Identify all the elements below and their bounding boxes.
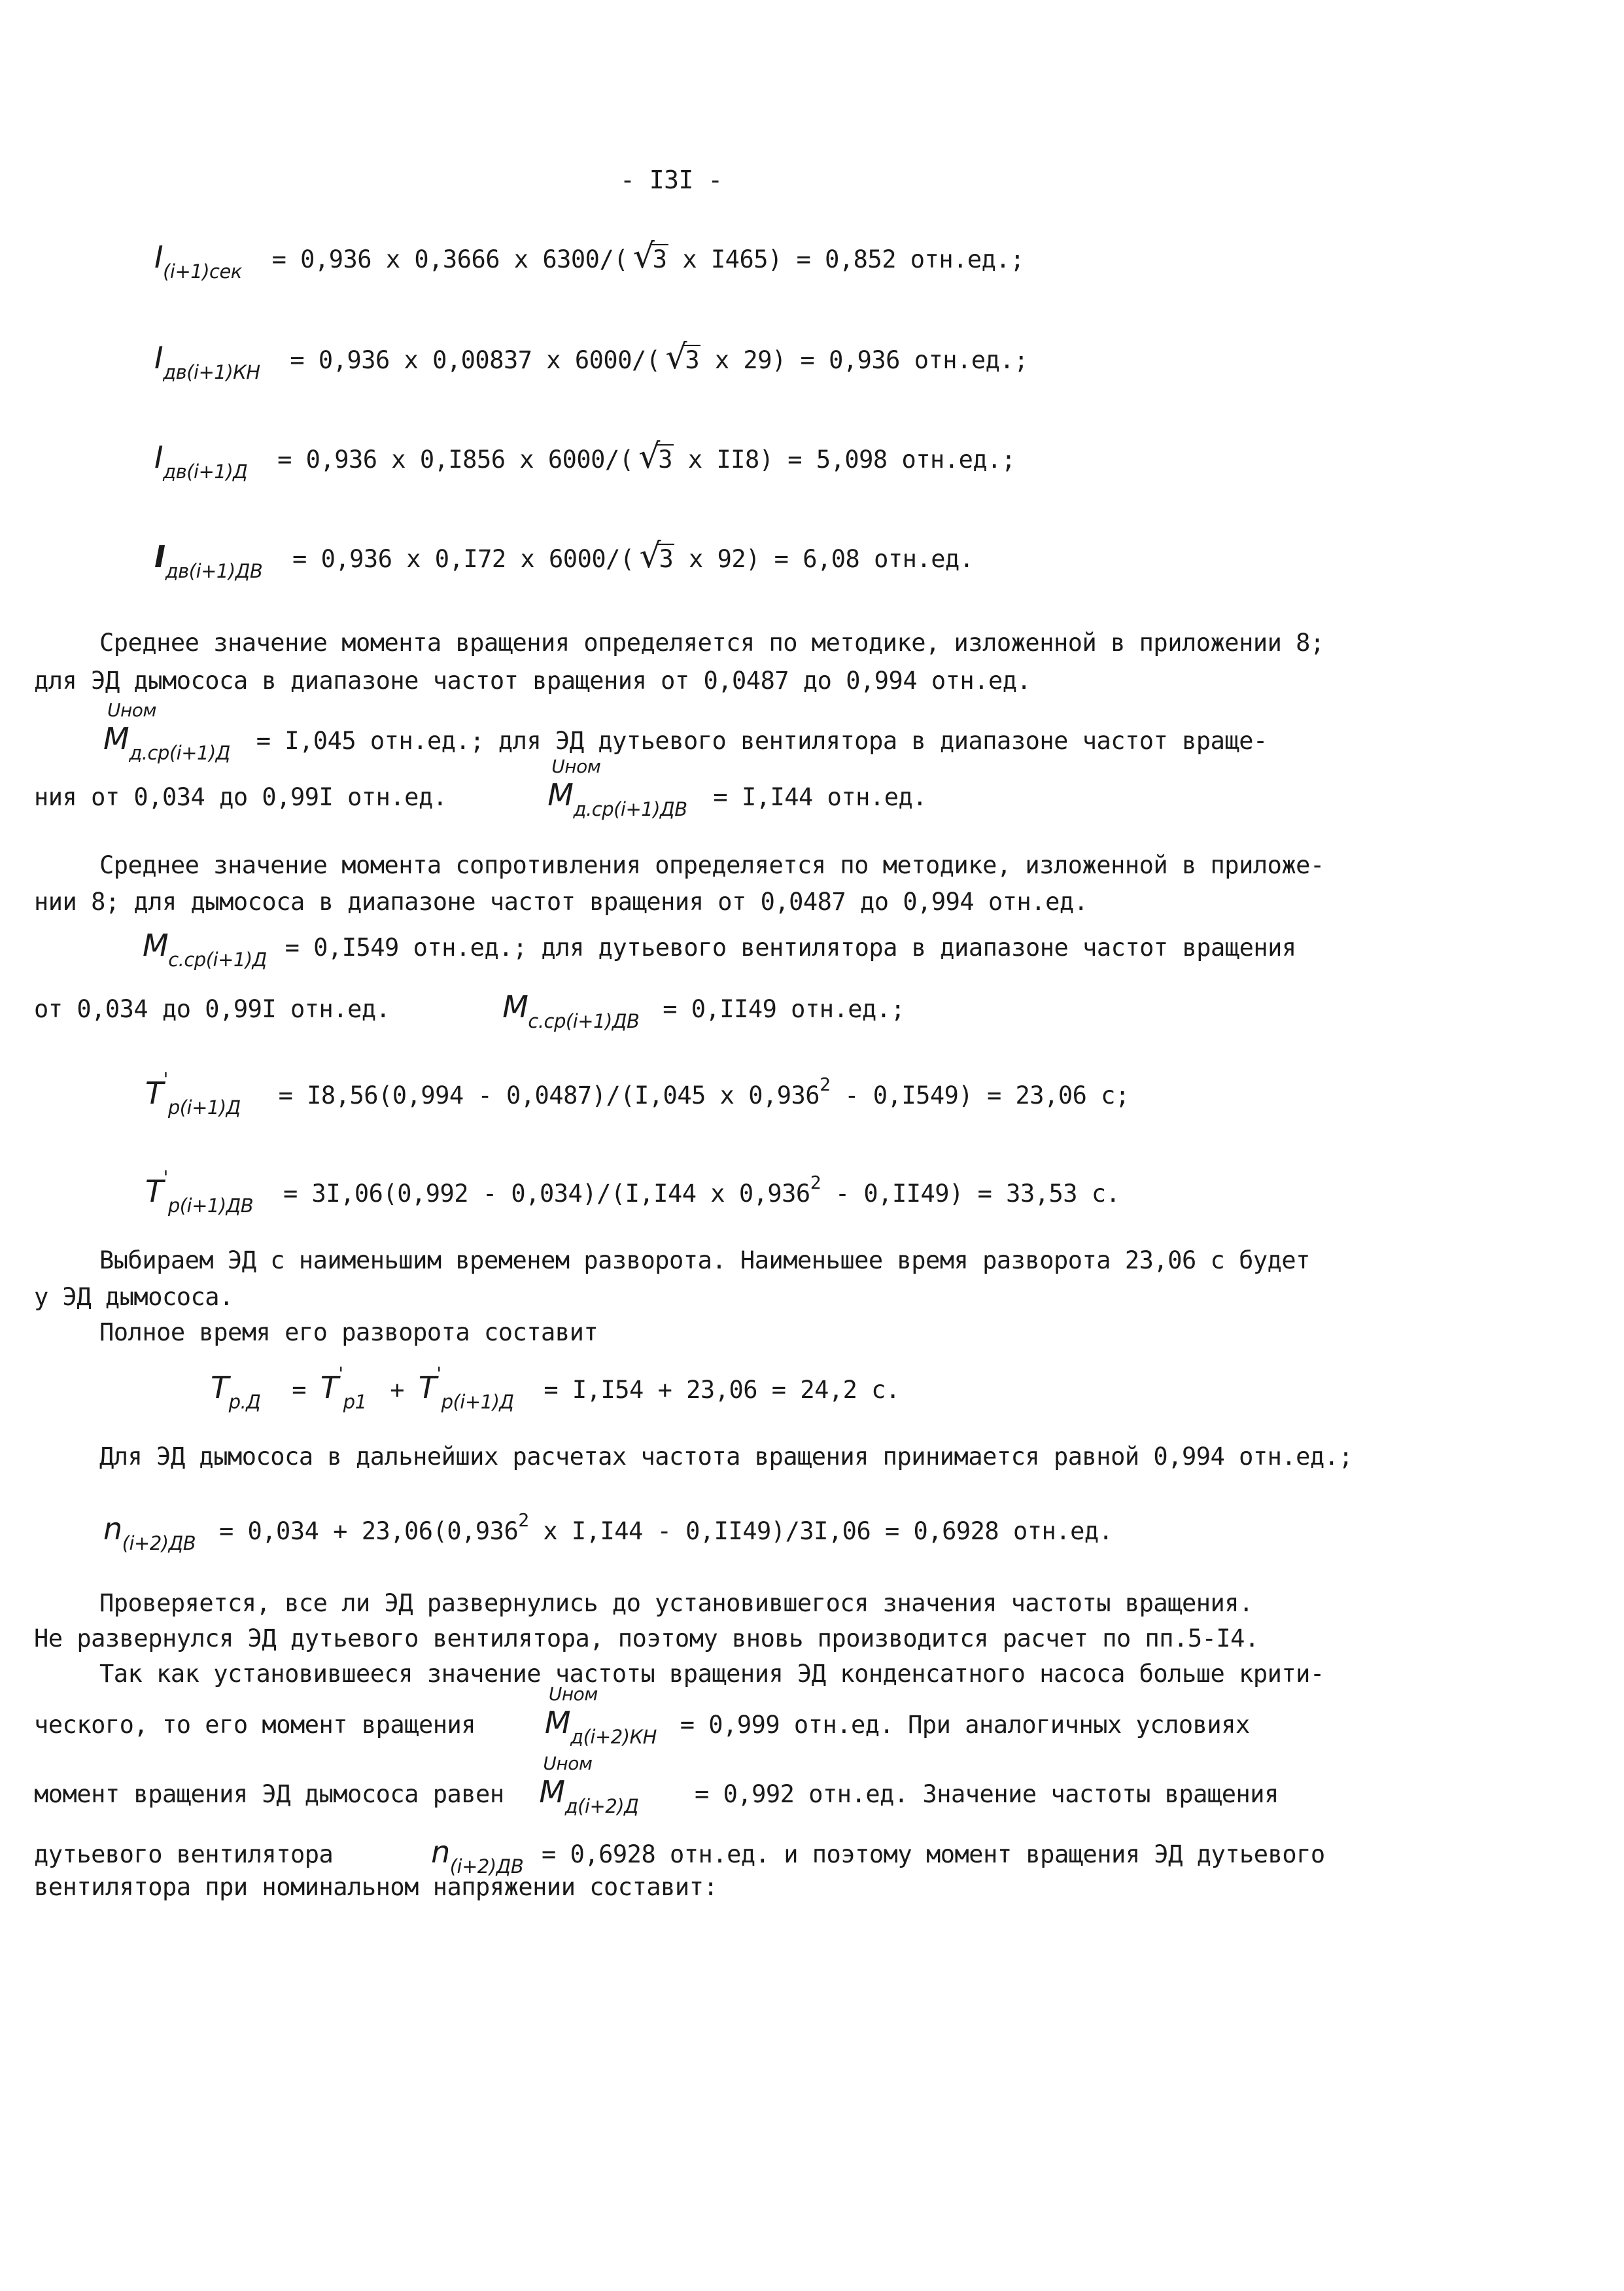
equation-i-dv-d bbox=[154, 440, 1016, 483]
eq7-subscript: р.Д bbox=[228, 1391, 261, 1413]
eq8-rest: x I,I44 - 0,II49)/3I,06 = 0,6928 отн.ед. bbox=[543, 1517, 1113, 1545]
p5-line-6 bbox=[34, 1834, 1325, 1878]
p5-n-subscript: (i+2)ДВ bbox=[449, 1855, 524, 1878]
eq4-body: = 0,936 x 0,I72 x 6000/( bbox=[292, 545, 634, 573]
eq4-radicand: 3 bbox=[659, 545, 674, 573]
equation-t-total bbox=[211, 1363, 900, 1413]
eq4-symbol: I bbox=[154, 539, 165, 574]
p2-m1-symbol: M bbox=[143, 928, 169, 963]
p1-m2-symbol: M bbox=[547, 777, 574, 813]
eq8-subscript: (i+2)ДВ bbox=[122, 1532, 196, 1554]
p1-m1-symbol: M bbox=[103, 721, 130, 756]
p5-m1-symbol: M bbox=[544, 1705, 571, 1740]
eq3-subscript: дв(i+1)Д bbox=[163, 461, 248, 483]
p2-m2-subscript: с.ср(i+1)ДВ bbox=[528, 1010, 640, 1032]
eq7-rest: = I,I54 + 23,06 = 24,2 с. bbox=[544, 1376, 900, 1404]
p5-line-7: вентилятора при номинальном напряжении составит: bbox=[34, 1873, 718, 1901]
eq1-symbol: I bbox=[154, 239, 164, 275]
equation-i-dv-kn bbox=[154, 340, 1028, 383]
p1-line-3 bbox=[103, 699, 1268, 764]
equation-n-dv bbox=[103, 1509, 1113, 1554]
p5-moment-2 bbox=[539, 1753, 639, 1817]
eq3-radicand: 3 bbox=[658, 446, 673, 474]
page-number: - I3I - bbox=[620, 166, 723, 194]
eq1-subscript: (i+1)сек bbox=[163, 260, 242, 283]
p5-m1-subscript: д(i+2)КН bbox=[570, 1726, 657, 1748]
eq3-rest: x II8) = 5,098 отн.ед.; bbox=[687, 446, 1016, 474]
eq2-subscript: дв(i+1)КН bbox=[163, 361, 260, 383]
eq3-sqrt bbox=[648, 447, 674, 472]
p5-line-2: Не развернулся ЭД дутьевого вентилятора, поэтому вновь производится расчет по пп.5-I4. bbox=[34, 1624, 1259, 1653]
p5-m1-superscript: Uном bbox=[548, 1683, 598, 1705]
p5-n-symbol: n bbox=[431, 1834, 450, 1870]
eq2-body: = 0,936 x 0,00837 x 6000/( bbox=[290, 346, 661, 374]
eq7-term1: T bbox=[320, 1370, 339, 1405]
p1-m2-subscript: д.ср(i+1)ДВ bbox=[573, 798, 687, 820]
p5-line-6-rest: = 0,6928 отн.ед. и поэтому момент вращения ЭД дутьевого bbox=[542, 1840, 1325, 1868]
eq5-subscript: р(i+1)Д bbox=[167, 1096, 241, 1119]
eq6-prime: ' bbox=[163, 1166, 168, 1188]
eq6-power: 2 bbox=[810, 1172, 821, 1193]
eq7-term1-prime: ' bbox=[338, 1363, 343, 1384]
eq5-rest: - 0,I549) = 23,06 с; bbox=[844, 1081, 1130, 1110]
p2-line-3 bbox=[143, 928, 1296, 971]
p5-m2-symbol: M bbox=[539, 1774, 565, 1810]
p5-moment-1 bbox=[544, 1683, 657, 1748]
p2-line-4-pre: от 0,034 до 0,99I отн.ед. bbox=[34, 995, 390, 1023]
p1-line-4-rest: = I,I44 отн.ед. bbox=[713, 783, 927, 811]
p5-m2-superscript: Uном bbox=[543, 1753, 593, 1774]
p1-m1-subscript: д.ср(i+1)Д bbox=[129, 742, 230, 764]
p5-line-5-rest: = 0,992 отн.ед. Значение частоты вращения bbox=[695, 1780, 1279, 1808]
equation-i-sek bbox=[154, 239, 1024, 283]
eq7-plus: + bbox=[390, 1376, 404, 1404]
p3-line-1: Выбираем ЭД с наименьшим временем разворота. Наименьшее время разворота 23,06 с будет bbox=[99, 1246, 1310, 1274]
eq7-term2: T bbox=[418, 1370, 437, 1405]
eq8-symbol: n bbox=[103, 1511, 122, 1547]
p1-line-4-pre: ния от 0,034 до 0,99I отн.ед. bbox=[34, 783, 447, 811]
p1-line-4 bbox=[34, 756, 927, 820]
p2-m2-symbol: M bbox=[502, 989, 528, 1024]
eq2-rest: x 29) = 0,936 отн.ед.; bbox=[714, 346, 1028, 374]
eq7-term1-subscript: р1 bbox=[343, 1391, 367, 1413]
eq5-prime: ' bbox=[163, 1068, 168, 1090]
p1-line-3-rest: = I,045 отн.ед.; для ЭД дутьевого вентилятора в диапазоне частот враще- bbox=[256, 727, 1268, 755]
p2-line-1: Среднее значение момента сопротивления определяется по методике, изложенной в приложе- bbox=[99, 851, 1324, 879]
p5-line-4 bbox=[34, 1683, 1250, 1748]
eq2-symbol: I bbox=[154, 340, 164, 376]
eq7-equals: = bbox=[292, 1376, 306, 1404]
eq3-body: = 0,936 x 0,I856 x 6000/( bbox=[277, 446, 634, 474]
equation-t-prime-d bbox=[145, 1068, 1130, 1119]
equation-i-dv-dv bbox=[154, 539, 974, 582]
eq2-sqrt bbox=[674, 348, 700, 372]
eq6-subscript: р(i+1)ДВ bbox=[167, 1195, 254, 1217]
eq7-term2-subscript: р(i+1)Д bbox=[441, 1391, 514, 1413]
p2-line-4-rest: = 0,II49 отн.ед.; bbox=[663, 995, 905, 1023]
p5-m2-subscript: д(i+2)Д bbox=[564, 1795, 639, 1817]
p2-line-4 bbox=[34, 989, 905, 1032]
eq5-symbol: T bbox=[145, 1076, 164, 1111]
p1-moment-1 bbox=[103, 699, 230, 764]
eq5-body: = I8,56(0,994 - 0,0487)/(I,045 x 0,936 bbox=[278, 1081, 820, 1110]
eq6-symbol: T bbox=[145, 1174, 164, 1209]
p1-m1-superscript: Uном bbox=[107, 699, 157, 721]
eq1-rest: x I465) = 0,852 отн.ед.; bbox=[682, 245, 1024, 273]
p2-line-2: нии 8; для дымососа в диапазоне частот вращения от 0,0487 до 0,994 отн.ед. bbox=[34, 888, 1088, 916]
eq1-body: = 0,936 x 0,3666 x 6300/( bbox=[271, 245, 629, 273]
eq1-sqrt bbox=[642, 247, 668, 271]
eq8-body: = 0,034 + 23,06(0,936 bbox=[218, 1517, 519, 1545]
eq6-body: = 3I,06(0,992 - 0,034)/(I,I44 x 0,936 bbox=[283, 1180, 810, 1208]
p5-line-4-pre: ческого, то его момент вращения bbox=[34, 1711, 476, 1739]
p5-line-6-pre: дутьевого вентилятора bbox=[34, 1840, 334, 1868]
p1-moment-2 bbox=[547, 756, 687, 820]
eq1-radicand: 3 bbox=[652, 245, 667, 273]
p1-line-2: для ЭД дымососа в диапазоне частот вращения от 0,0487 до 0,994 отн.ед. bbox=[34, 667, 1031, 695]
p1-m2-superscript: Uном bbox=[551, 756, 601, 777]
p1-line-1: Среднее значение момента вращения определяется по методике, изложенной в приложении 8; bbox=[99, 629, 1324, 657]
eq7-term2-prime: ' bbox=[436, 1363, 441, 1384]
p5-line-4-rest: = 0,999 отн.ед. При аналогичных условиях bbox=[680, 1711, 1250, 1739]
p5-line-3: Так как установившееся значение частоты вращения ЭД конденсатного насоса больше крити- bbox=[99, 1660, 1324, 1688]
equation-t-prime-dv bbox=[145, 1166, 1120, 1217]
p5-line-1: Проверяется, все ли ЭД развернулись до установившегося значения частоты вращения. bbox=[99, 1589, 1253, 1617]
eq7-symbol: T bbox=[211, 1370, 229, 1405]
eq4-subscript: дв(i+1)ДВ bbox=[165, 560, 263, 582]
p3-line-3: Полное время его разворота составит bbox=[99, 1318, 598, 1346]
eq3-symbol: I bbox=[154, 440, 164, 475]
p5-line-5-pre: момент вращения ЭД дымососа равен bbox=[34, 1780, 504, 1808]
p2-line-3-rest: = 0,I549 отн.ед.; для дутьевого вентилятора в диапазоне частот вращения bbox=[285, 934, 1296, 962]
p2-m1-subscript: с.ср(i+1)Д bbox=[168, 949, 267, 971]
eq4-rest: x 92) = 6,08 отн.ед. bbox=[689, 545, 974, 573]
eq2-radicand: 3 bbox=[685, 346, 700, 374]
p4-line-1: Для ЭД дымососа в дальнейших расчетах частота вращения принимается равной 0,994 отн.ед.; bbox=[99, 1443, 1353, 1471]
eq4-sqrt bbox=[648, 547, 674, 571]
p3-line-2: у ЭД дымососа. bbox=[34, 1283, 233, 1311]
p5-line-5 bbox=[34, 1753, 1279, 1817]
eq6-rest: - 0,II49) = 33,53 с. bbox=[835, 1180, 1120, 1208]
eq8-power: 2 bbox=[518, 1509, 529, 1531]
eq5-power: 2 bbox=[820, 1074, 831, 1095]
